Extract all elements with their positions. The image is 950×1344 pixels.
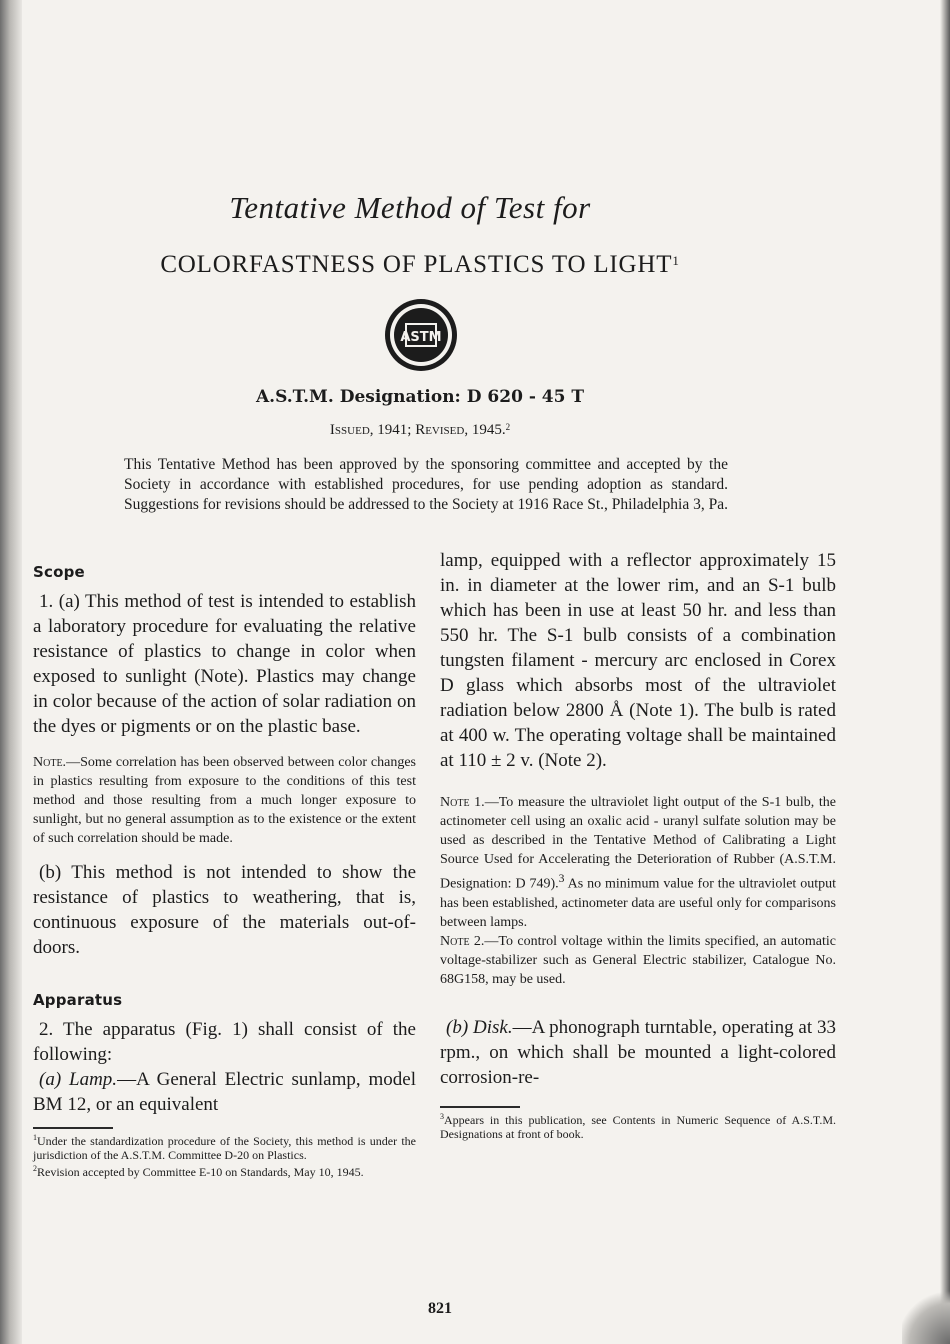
document-title-text: COLORFASTNESS OF PLASTICS TO LIGHT xyxy=(160,251,673,278)
document-subtitle: Tentative Method of Test for xyxy=(229,190,591,225)
scope-paragraph-1a: 1. (a) This method of test is intended to establish a laboratory procedure for evaluating the relative resistance of plastics to change in color when exposed to sunlight (Note). Plastics may change in color because of the action of solar radiation on the dyes or pigments or on the plastic base. xyxy=(33,591,416,737)
footnote-1-number: 1 xyxy=(33,1133,37,1142)
note-2 xyxy=(440,932,836,989)
note-1-text: —To measure the ultraviolet light output of the S-1 bulb, the actinometer cell using an oxalic acid - uranyl sulfate solution may be used as described in the Tentative Method of Calibrating a Light Source Used for Accelerating the Deterioration of Rubber (A.S.T.M. Designation: D 749). xyxy=(440,795,836,892)
footnote-2-number: 2 xyxy=(33,1164,37,1173)
issued-label: Issued xyxy=(329,422,370,438)
disk-label: (b) Disk. xyxy=(446,1016,513,1038)
footnote-1-text: Under the standardization procedure of the Society, this method is under the jurisdiction of the A.S.T.M. Committee D-20 on Plastics. xyxy=(33,1134,416,1162)
lamp-label: (a) Lamp. xyxy=(39,1069,118,1090)
astm-designation: A.S.T.M. Designation: D 620 - 45 T xyxy=(255,387,585,407)
note-1-footnote-ref: 3 xyxy=(558,872,565,885)
right-column xyxy=(440,548,836,1141)
astm-logo-icon xyxy=(383,297,459,373)
footnote-2 xyxy=(33,1162,416,1179)
revised-year: , 1945. xyxy=(464,422,506,438)
note-1-text-end: As no minimum value for the ultraviolet output has been established, actinometer data are useful only for comparisons between lamps. xyxy=(440,876,837,930)
scope-note-text: —Some correlation has been observed between color changes in plastics resulting from exposure to the conditions of this test method and those resulting from a much longer exposure to sunlight, but no general assumption as to the existence or the extent of such correlation should be made. xyxy=(33,755,416,846)
scope-heading: Scope xyxy=(33,563,85,581)
apparatus-paragraph-2: 2. The apparatus (Fig. 1) shall consist of the following: xyxy=(33,1019,416,1065)
approval-statement: This Tentative Method has been approved by the sponsoring committee and accepted by the Society in accordance with established procedures, for use pending adoption as standard. Suggestions for revisions should be addressed to the Society at 1916 Race St., Philadelphia 3, Pa. xyxy=(124,456,728,513)
title-footnote-ref: 1 xyxy=(672,253,680,268)
footnote-rule-right xyxy=(440,1106,520,1108)
document-title xyxy=(0,251,840,279)
footnote-3 xyxy=(440,1110,836,1141)
revised-footnote-ref: 2 xyxy=(505,422,511,432)
note-2-label: Note 2. xyxy=(440,933,485,949)
footnote-3-number: 3 xyxy=(440,1111,444,1121)
footnote-2-text: Revision accepted by Committee E-10 on Standards, May 10, 1945. xyxy=(37,1165,364,1179)
page-corner-curl xyxy=(902,1288,950,1344)
footnote-1 xyxy=(33,1131,416,1162)
footnote-rule xyxy=(33,1127,113,1129)
scope-note xyxy=(33,753,416,848)
page-number: 821 xyxy=(428,1300,452,1317)
lamp-text: —A General Electric sunlamp, model BM 12, or an equivalent xyxy=(33,1069,416,1115)
lamp-paragraph xyxy=(33,1067,416,1117)
scan-right-edge xyxy=(940,0,950,1344)
scope-paragraph-1b: (b) This method is not intended to show the resistance of plastics to weathering, that is, continuous exposure of the materials out-of-doors. xyxy=(33,862,416,958)
issued-year: , 1941; xyxy=(369,422,416,438)
issue-dates xyxy=(0,422,840,439)
lamp-continued-paragraph: lamp, equipped with a reflector approximately 15 in. in diameter at the lower rim, and an S-1 bulb which has been in use at least 50 hr. and less than 550 hr. The S-1 bulb consists of a combination tungsten filament - mercury arc enclosed in Corex D glass which absorbs most of the ultraviolet radiation below 2800 Å (Note 1). The bulb is rated at 400 w. The operating voltage shall be maintained at 110 ± 2 v. (Note 2). xyxy=(440,550,836,771)
apparatus-heading: Apparatus xyxy=(33,991,123,1009)
note-2-text: —To control voltage within the limits specified, an automatic voltage-stabilizer such as General Electric stabilizer, Catalogue No. 68G158, may be used. xyxy=(440,933,836,987)
revised-label: Revised xyxy=(415,422,465,438)
left-column xyxy=(33,552,416,1179)
disk-text: —A phonograph turntable, operating at 33 rpm., on which shall be mounted a light-colored corrosion-re- xyxy=(440,1016,836,1088)
note-1 xyxy=(440,793,836,932)
footnote-3-text: Appears in this publication, see Contents in Numeric Sequence of A.S.T.M. Designations at front of book. xyxy=(440,1112,836,1141)
disk-paragraph xyxy=(440,1015,836,1090)
note-1-label: Note 1. xyxy=(440,795,485,810)
scope-note-label: Note. xyxy=(33,755,67,770)
logo-text: ASTM xyxy=(400,330,442,345)
